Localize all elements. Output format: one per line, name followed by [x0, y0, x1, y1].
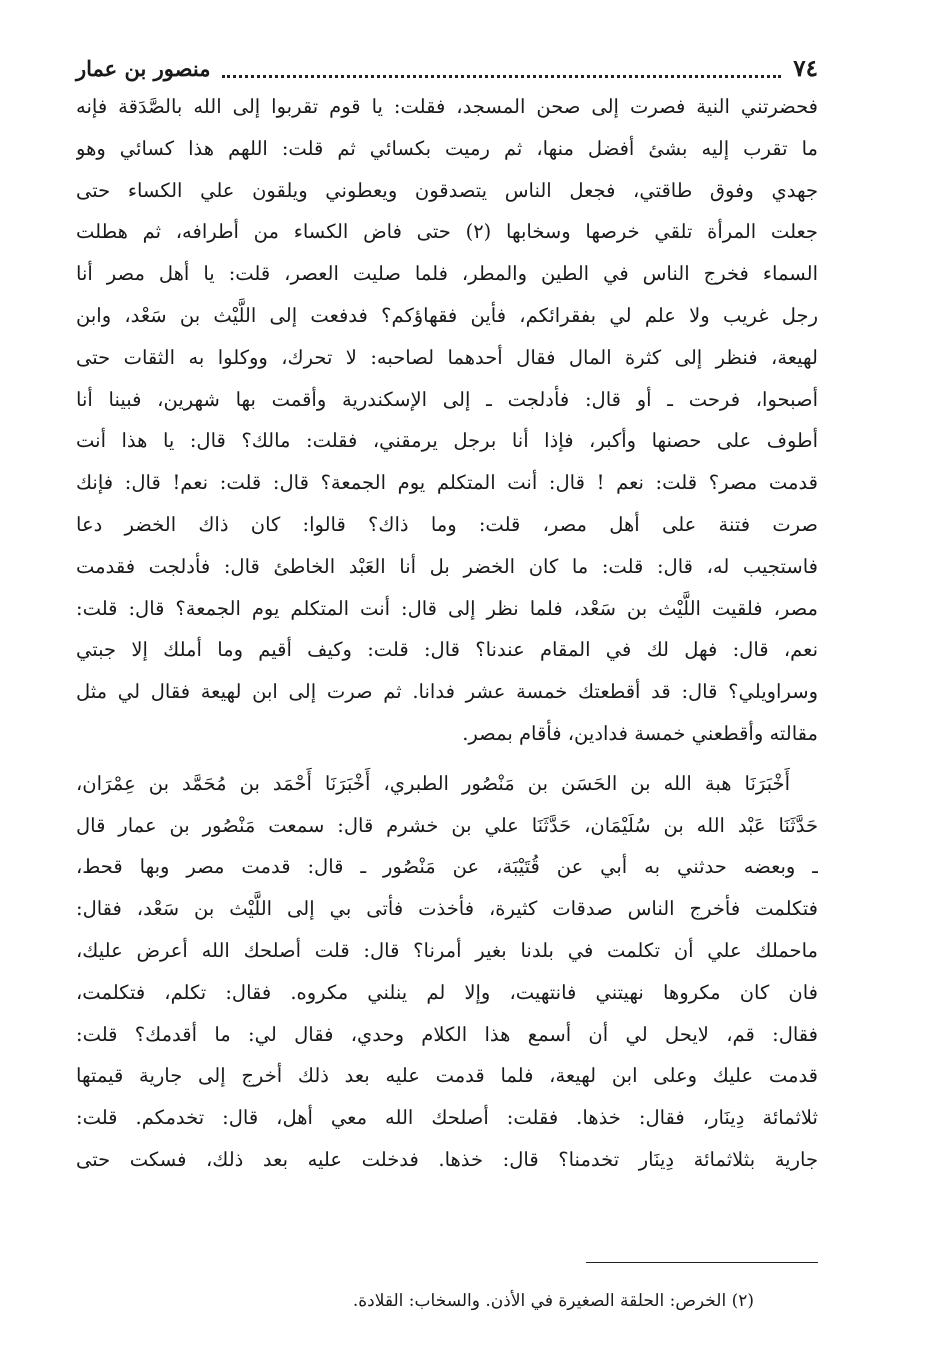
text-line: أَخْبَرَنَا هبة الله بن الحَسَن بن مَنْصُور الطبري، أَخْبَرَنَا أَحْمَد بن مُحَمَّد بن عِمْرَان،	[76, 771, 791, 795]
text-line: ثلاثمائة دِينَار، فقال: خذها. فقلت: أصلحك الله معي أهل، قال: تخدمكم. قلت:	[76, 1106, 818, 1130]
text-line: وسراويلي؟ قال: قد أقطعتك خمسة عشر فدانا. ثم صرت إلى ابن لهيعة فقال لي مثل	[76, 680, 818, 704]
footnote-separator	[586, 1262, 818, 1263]
text-line: جعلت المرأة تلقي خرصها وسخابها (٢) حتى فاض الكساء من أطرافه، ثم هطلت	[76, 220, 818, 244]
text-line: قدمت عليك وعلى ابن لهيعة، فلما قدمت عليه بعد ذلك أخرج إلى جارية قيمتها	[76, 1064, 818, 1088]
text-line: مصر، فلقيت اللَّيْث بن سَعْد، فلما نظر إلى قال: أنت المتكلم يوم الجمعة؟ قال: قلت:	[76, 596, 818, 620]
text-line: فان كان مكروها نهيتني فانتهيت، وإلا لم ينلني مكروه. فقال: تكلم، فتكلمت،	[76, 980, 818, 1004]
text-line: رجل غريب ولا علم لي بفقرائكم، فأين فقهاؤكم؟ فدفعت إلى اللَّيْث بن سَعْد، وابن	[76, 303, 818, 327]
footnote: (٢) الخرص: الحلقة الصغيرة في الأذن. والسخاب: القلادة.	[352, 1291, 754, 1311]
text-line: أطوف على حصنها وأكبر، فإذا أنا برجل يرمقني، فقلت: مالك؟ قال: يا هذا أنت	[76, 429, 818, 453]
text-line: ـ وبعضه حدثني به أبي عن قُتَيْبَة، عن مَنْصُور ـ قال: قدمت مصر وبها قحط،	[76, 855, 818, 879]
text-line: ما تقرب إليه بشئ أفضل منها، ثم رميت بكسائي ثم قلت: اللهم هذا كسائي وهو	[76, 136, 818, 160]
text-line: فحضرتني النية فصرت إلى صحن المسجد، فقلت: يا قوم تقربوا إلى الله بالصَّدَقة فإنه	[76, 95, 818, 118]
page-number: ٧٤	[793, 55, 818, 82]
text-line: السماء فخرج الناس في الطين والمطر، فلما صليت العصر، قلت: يا أهل مصر أنا	[76, 262, 818, 286]
running-head	[76, 54, 818, 84]
dotted-leader	[222, 61, 781, 78]
text-line: ماحملك علي أن تكلمت في بلدنا بغير أمرنا؟ قال: قلت أصلحك الله أعرض عليك،	[76, 938, 818, 962]
text-line: صرت فتنة على أهل مصر، قلت: وما ذاك؟ قالوا: كان ذاك الخضر دعا	[76, 512, 818, 536]
text-line: فاستجيب له، قال: قلت: ما كان الخضر بل أنا العَبْد الخاطئ قال: فأدلجت فقدمت	[76, 554, 818, 578]
text-line: جهدي وفوق طاقتي، فجعل الناس يتصدقون ويعطوني ويلقون علي الكساء حتى	[76, 178, 818, 202]
book-page	[76, 40, 818, 1340]
text-line: حَدَّثَنَا عَبْد الله بن سُلَيْمَان، حَدَّثَنَا علي بن خشرم قال: سمعت مَنْصُور بن عمار قال	[76, 813, 818, 837]
running-head-title: منصور بن عمار	[76, 56, 211, 81]
text-line: نعم، قال: فهل لك في المقام عندنا؟ قال: قلت: وكيف أقيم وما أملك إلا جبتي	[76, 638, 818, 662]
body-text	[76, 86, 818, 1181]
paragraph-gap	[76, 755, 818, 763]
text-line: لهيعة، فنظر إلى كثرة المال فقال أحدهما لصاحبه: لا تحرك، ووكلوا به الثقات حتى	[76, 345, 818, 369]
text-line: فقال: قم، لايحل لي أن أسمع هذا الكلام وحدي، فقال لي: ما أقدمك؟ قلت:	[76, 1022, 818, 1046]
text-line: قدمت مصر؟ قلت: نعم ! قال: أنت المتكلم يوم الجمعة؟ قال: قلت: نعم! قال: فإنك	[76, 471, 818, 495]
text-line: جارية بثلاثمائة دِينَار تخدمنا؟ قال: خذها. فدخلت عليه بعد ذلك، فسكت حتى	[76, 1147, 818, 1171]
text-line: مقالته وأقطعني خمسة فدادين، فأقام بمصر.	[462, 721, 818, 745]
text-line: أصبحوا، فرحت ـ أو قال: فأدلجت ـ إلى الإسكندرية وأقمت بها شهرين، فبينا أنا	[76, 387, 818, 411]
text-line: فتكلمت فأخرج الناس صدقات كثيرة، فأخذت فأتى بي إلى اللَّيْث بن سَعْد، فقال:	[76, 897, 818, 921]
